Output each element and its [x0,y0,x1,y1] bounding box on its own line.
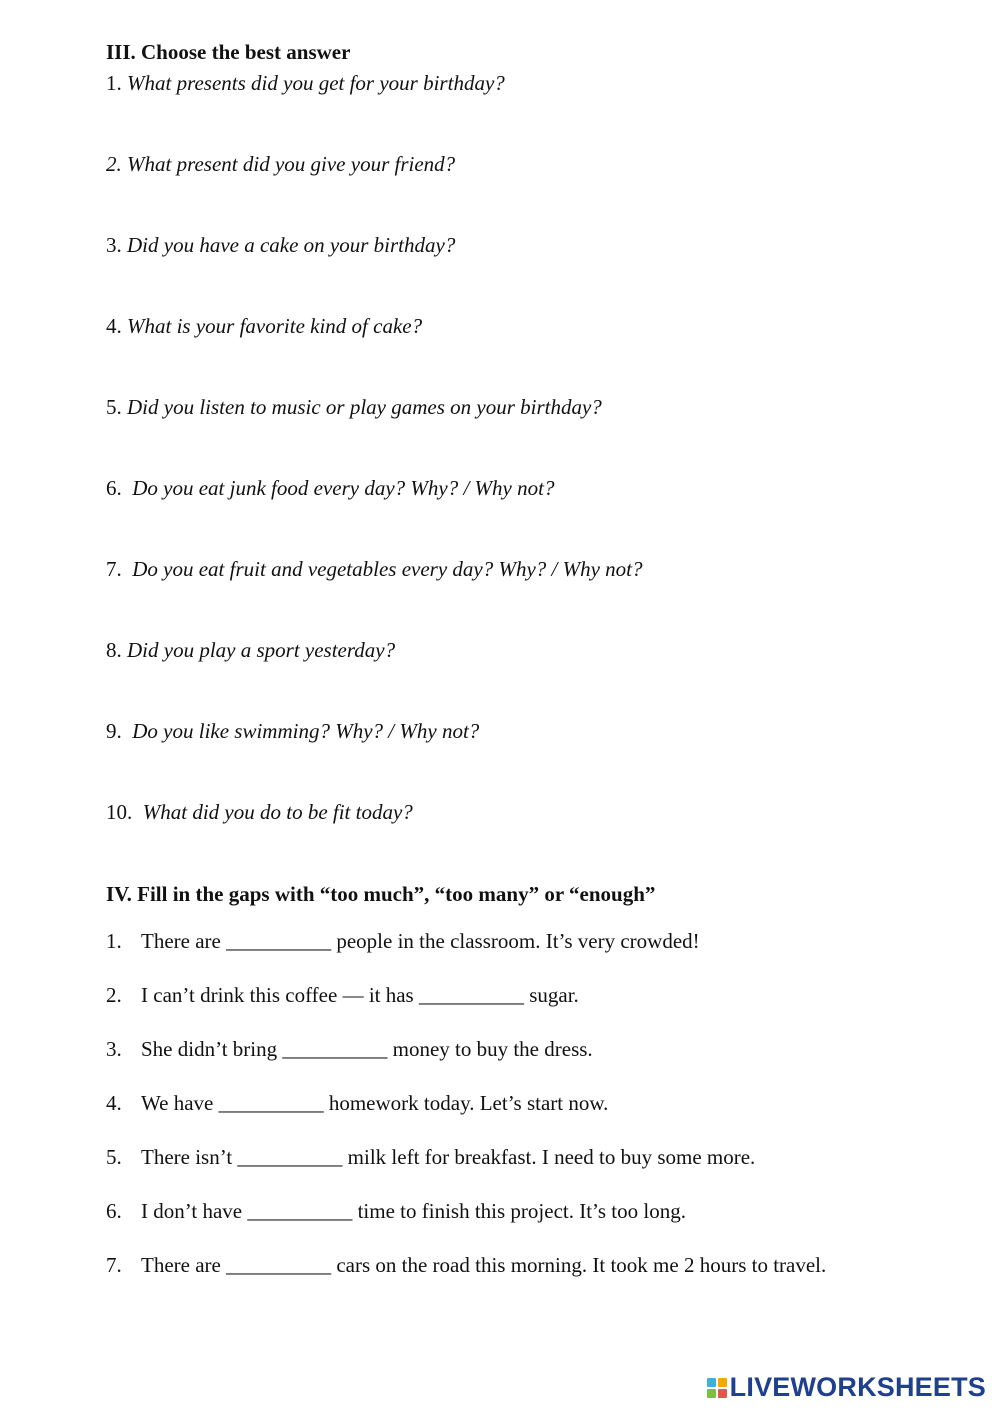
fill-item-6 [106,1199,686,1224]
item-text: There are __________ cars on the road this morning. It took me 2 hours to travel. [141,1253,827,1277]
fill-item-7 [106,1253,826,1278]
item-number: 4. [106,1091,122,1115]
question-text: Do you eat junk food every day? Why? / Why not? [132,476,555,500]
question-text: What present did you give your friend? [127,152,456,176]
fill-item-5 [106,1145,755,1170]
question-text: Do you eat fruit and vegetables every day? Why? / Why not? [132,557,643,581]
question-7 [106,557,643,582]
question-number: 2. [106,152,122,176]
logo-text: LIVEWORKSHEETS [729,1372,986,1402]
question-text: Did you have a cake on your birthday? [127,233,456,257]
logo-tile [707,1378,716,1387]
logo-tile [707,1389,716,1398]
fill-item-2 [106,983,579,1008]
question-text: What did you do to be fit today? [142,800,413,824]
question-text: Do you like swimming? Why? / Why not? [132,719,480,743]
logo-tile [718,1378,727,1387]
fill-item-4 [106,1091,608,1116]
question-number: 1. [106,71,122,95]
liveworksheets-logo-icon [707,1378,727,1398]
section-4-heading: IV. Fill in the gaps with “too much”, “too many” or “enough” [106,882,656,906]
item-number: 5. [106,1145,122,1169]
item-text: There are __________ people in the classroom. It’s very crowded! [141,929,700,953]
logo-tile [718,1389,727,1398]
liveworksheets-logo [707,1372,986,1403]
question-1 [106,71,505,96]
question-number: 7. [106,557,122,581]
question-number: 4. [106,314,122,338]
item-number: 1. [106,929,122,953]
question-number: 8. [106,638,122,662]
item-number: 3. [106,1037,122,1061]
question-5 [106,395,602,420]
fill-item-1 [106,929,700,954]
question-text: What is your favorite kind of cake? [127,314,423,338]
question-number: 10. [106,800,133,824]
question-3 [106,233,455,258]
question-10 [106,800,413,825]
section-3-heading: III. Choose the best answer [106,40,351,64]
question-text: What presents did you get for your birthday? [127,71,505,95]
item-text: I don’t have __________ time to finish this project. It’s too long. [141,1199,686,1223]
question-6 [106,476,554,501]
question-text: Did you play a sport yesterday? [127,638,396,662]
item-number: 7. [106,1253,122,1277]
question-text: Did you listen to music or play games on your birthday? [127,395,602,419]
question-9 [106,719,479,744]
question-number: 3. [106,233,122,257]
item-text: There isn’t __________ milk left for breakfast. I need to buy some more. [141,1145,756,1169]
question-8 [106,638,395,663]
question-number: 6. [106,476,122,500]
item-text: She didn’t bring __________ money to buy the dress. [141,1037,593,1061]
question-number: 9. [106,719,122,743]
question-2 [106,152,455,177]
question-number: 5. [106,395,122,419]
item-text: I can’t drink this coffee — it has __________ sugar. [141,983,579,1007]
item-text: We have __________ homework today. Let’s start now. [141,1091,609,1115]
item-number: 2. [106,983,122,1007]
fill-item-3 [106,1037,593,1062]
question-4 [106,314,422,339]
item-number: 6. [106,1199,122,1223]
